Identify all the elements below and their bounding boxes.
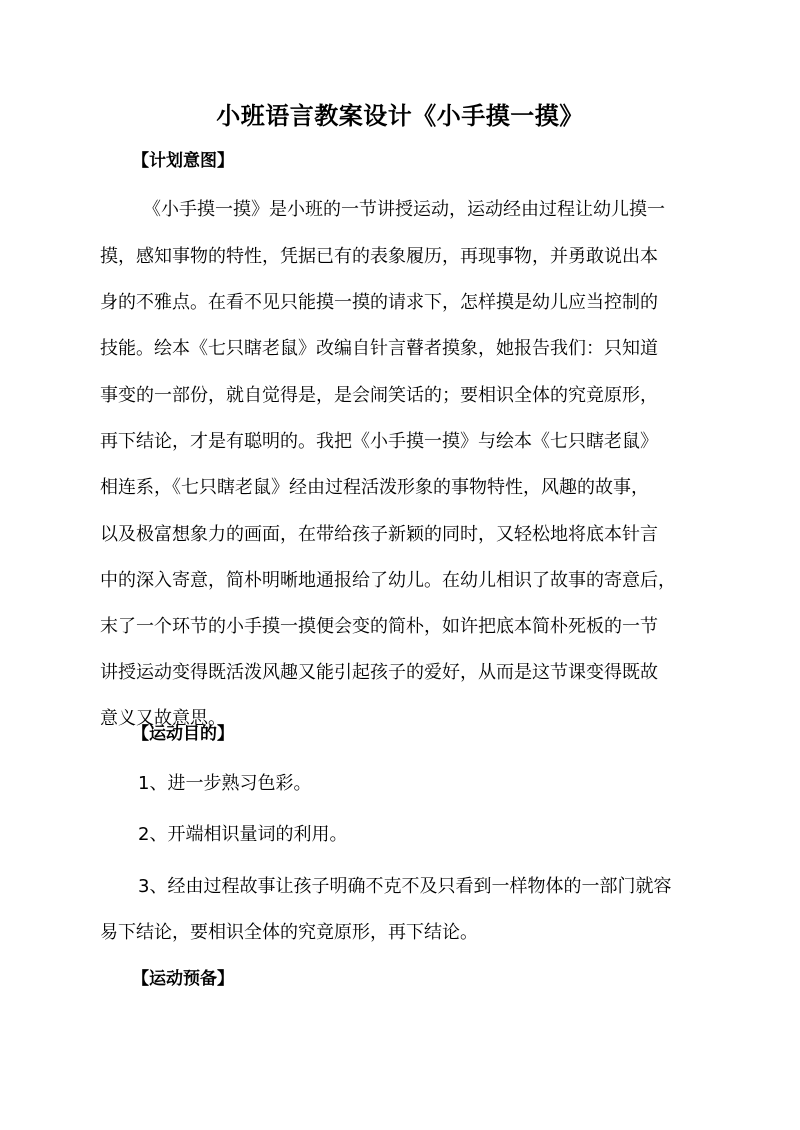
page-title: 小班语言教案设计《小手摸一摸》 <box>216 102 584 130</box>
goal-item: 1、进一步熟习色彩。 <box>138 773 312 794</box>
paragraph-line: 中的深入寄意，简朴明晰地通报给了幼儿。在幼儿相识了故事的寄意后， <box>100 570 676 591</box>
section-heading-plan-intent: 【计划意图】 <box>132 151 234 171</box>
section-heading-prep: 【运动预备】 <box>132 969 234 989</box>
paragraph-line: 末了一个环节的小手摸一摸便会变的简朴，如许把底本简朴死板的一节 <box>100 616 658 637</box>
paragraph-line: 再下结论，才是有聪明的。我把《小手摸一摸》与绘本《七只瞎老鼠》 <box>100 431 658 452</box>
paragraph-line: 以及极富想象力的画面，在带给孩子新颖的同时，又轻松地将底本针言 <box>100 524 658 545</box>
paragraph-line: 身的不雅点。在看不见只能摸一摸的请求下，怎样摸是幼儿应当控制的 <box>100 292 658 313</box>
paragraph-line: 讲授运动变得既活泼风趣又能引起孩子的爱好，从而是这节课变得既故 <box>100 662 658 683</box>
paragraph-line: 意义又故意思。 <box>100 708 226 729</box>
paragraph-line: 事变的一部份，就自觉得是，是会闹笑话的；要相识全体的究竟原形， <box>100 385 658 406</box>
goal-item: 2、开端相识量词的利用。 <box>138 824 348 845</box>
paragraph-line: 摸，感知事物的特性，凭据已有的表象履历，再现事物，并勇敢说出本 <box>100 246 658 267</box>
goal-item-continued: 易下结论，要相识全体的究竟原形，再下结论。 <box>100 922 478 943</box>
paragraph-line: 《小手摸一摸》是小班的一节讲授运动，运动经由过程让幼儿摸一 <box>143 199 665 220</box>
paragraph-line: 技能。绘本《七只瞎老鼠》改编自针言瞽者摸象，她报告我们：只知道 <box>100 338 658 359</box>
goal-item: 3、经由过程故事让孩子明确不克不及只看到一样物体的一部门就容 <box>138 876 672 897</box>
paragraph-line: 相连系，《七只瞎老鼠》经由过程活泼形象的事物特性，风趣的故事， <box>100 477 649 498</box>
section-heading-goals: 【运动目的】 <box>132 724 234 744</box>
